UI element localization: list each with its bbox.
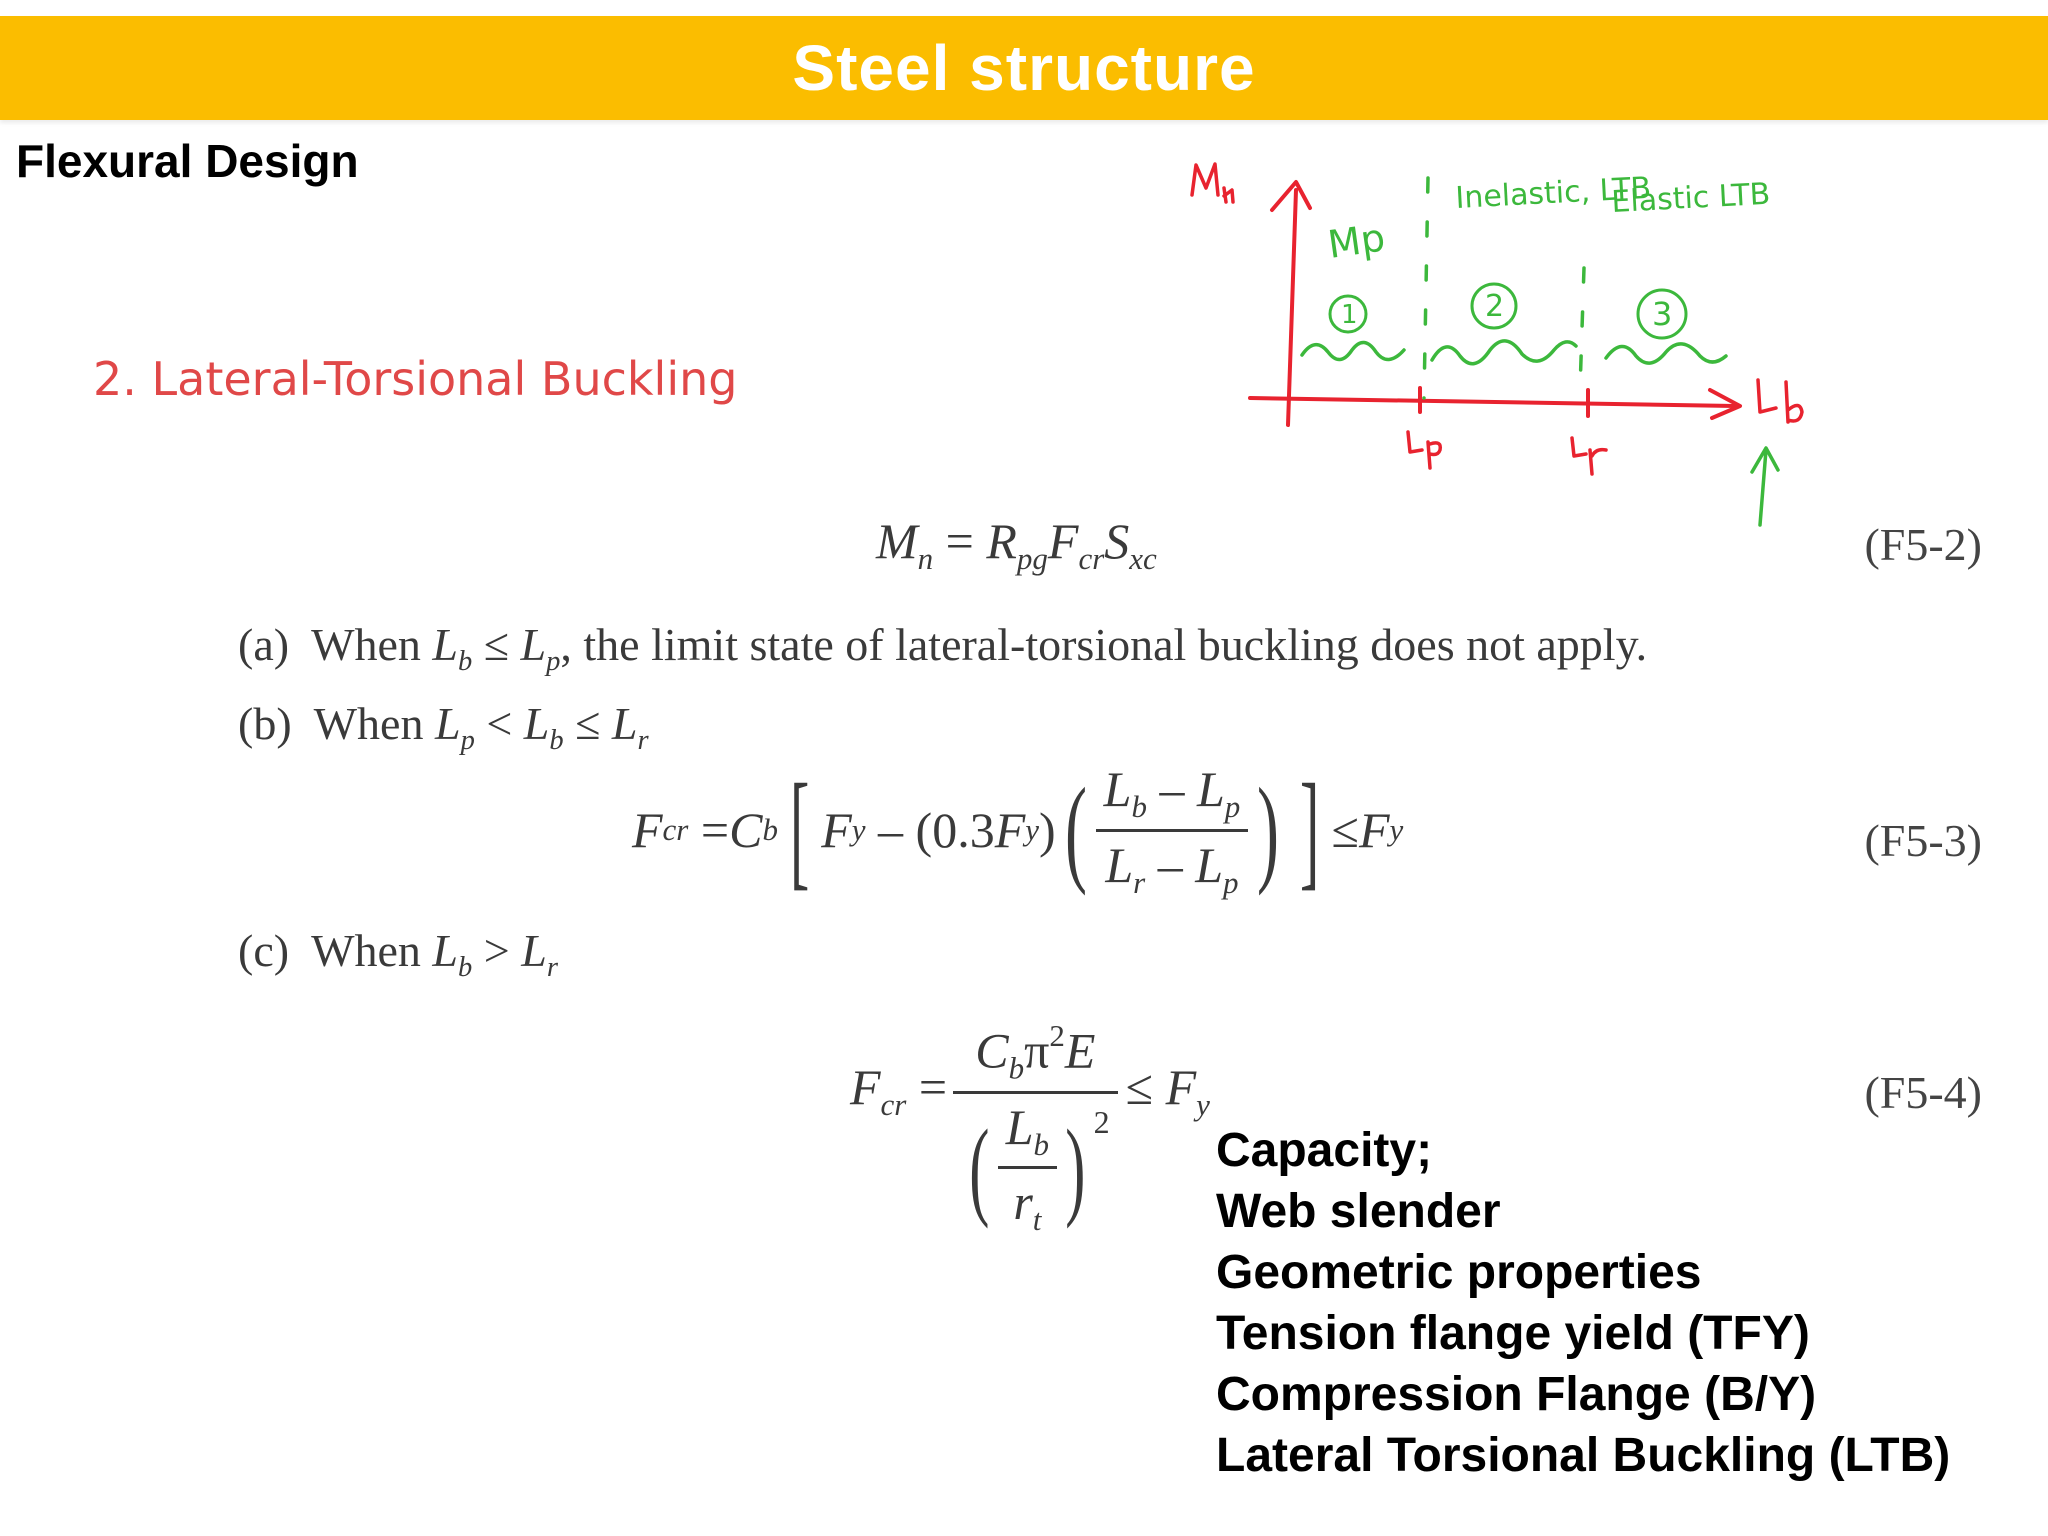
sketch-y-axis	[1288, 190, 1296, 425]
sketch-zone-number-2: 2	[1485, 289, 1505, 324]
condition-b-when: When	[313, 698, 424, 749]
note-item: Tension flange yield (TFY)	[1216, 1307, 1810, 1360]
equation-tag-f5-4: (F5-4)	[1864, 1067, 1982, 1118]
sketch-separator-1	[1424, 178, 1428, 398]
condition-c: (c) When $L_b > L_r$	[238, 925, 558, 983]
sketch-y-arrowhead	[1272, 182, 1310, 210]
title-bar	[0, 16, 2048, 120]
notes-list	[1216, 1120, 1950, 1486]
sketch-mn-glyph	[1192, 164, 1233, 202]
sketch-zone-label-elastic: Elastic LTB	[1610, 176, 1772, 220]
condition-c-when: When	[311, 925, 421, 976]
equation-tag-f5-3: (F5-3)	[1864, 815, 1982, 866]
equation-f5-4: $F_{cr}$ = $C_b\pi^2E$ ( $\frac{L_b}{r_t}$ ) $^2$ ≤ $F_y$	[850, 1018, 1210, 1238]
sketch-mp-label: Mp	[1325, 215, 1388, 267]
condition-a: (a) When $L_b \le L_p$, the limit state of lateral-torsional buckling does not apply.	[238, 619, 1648, 677]
condition-b: (b) When $L_p < L_b \le L_r$	[238, 698, 649, 756]
equation-f5-2: $M_n = R_{pg}F_{cr}S_{xc}$	[876, 513, 1157, 576]
slide-subtitle: Flexural Design	[16, 135, 359, 187]
condition-a-label: (a)	[238, 619, 290, 670]
equation-tag-f5-2: (F5-2)	[1864, 519, 1982, 570]
condition-a-tail: , the limit state of lateral-torsional buckling does not apply.	[560, 619, 1648, 670]
condition-b-label: (b)	[238, 698, 292, 749]
sketch-curve-zone-1	[1302, 342, 1404, 359]
sketch-curve-zone-2	[1432, 341, 1576, 364]
sketch-zone-number-1: 1	[1341, 300, 1358, 330]
condition-a-when: When	[311, 619, 421, 670]
sketch-lb-arrow	[1752, 448, 1778, 525]
condition-c-label: (c)	[238, 925, 290, 976]
sketch-x-axis	[1250, 398, 1735, 406]
equation-f5-3: F cr = C b [ F y – (0.3 F y ) ( $\frac{L_b - L_p}{L_r - L_p}$ ) ] ≤ F y	[632, 758, 1404, 903]
fraction-euler: $C_b\pi^2E$ ( $\frac{L_b}{r_t}$ ) $^2$	[953, 1018, 1118, 1238]
note-item: Capacity;	[1216, 1124, 1433, 1177]
sketch-separator-2	[1580, 268, 1584, 390]
slide-title: Steel structure	[792, 32, 1256, 104]
sketch-lr-glyph	[1572, 438, 1606, 474]
fraction-lb-lp-over-lr-lp: $\frac{L_b - L_p}{L_r - L_p}$	[1096, 760, 1249, 901]
note-item: Web slender	[1216, 1185, 1501, 1238]
sketch-zone-number-3: 3	[1652, 295, 1673, 333]
note-item: Geometric properties	[1216, 1246, 1702, 1299]
sketch-lb-glyph	[1758, 380, 1802, 422]
sketch-curve-zone-3	[1606, 344, 1726, 363]
note-item: Compression Flange (B/Y)	[1216, 1368, 1817, 1421]
ltb-sketch	[1160, 150, 1860, 540]
sketch-zone-label-inelastic: Inelastic, LTB	[1454, 170, 1652, 216]
note-item: Lateral Torsional Buckling (LTB)	[1216, 1429, 1951, 1482]
sketch-lp-glyph	[1408, 432, 1440, 468]
section-heading: 2. Lateral-Torsional Buckling	[93, 352, 738, 406]
